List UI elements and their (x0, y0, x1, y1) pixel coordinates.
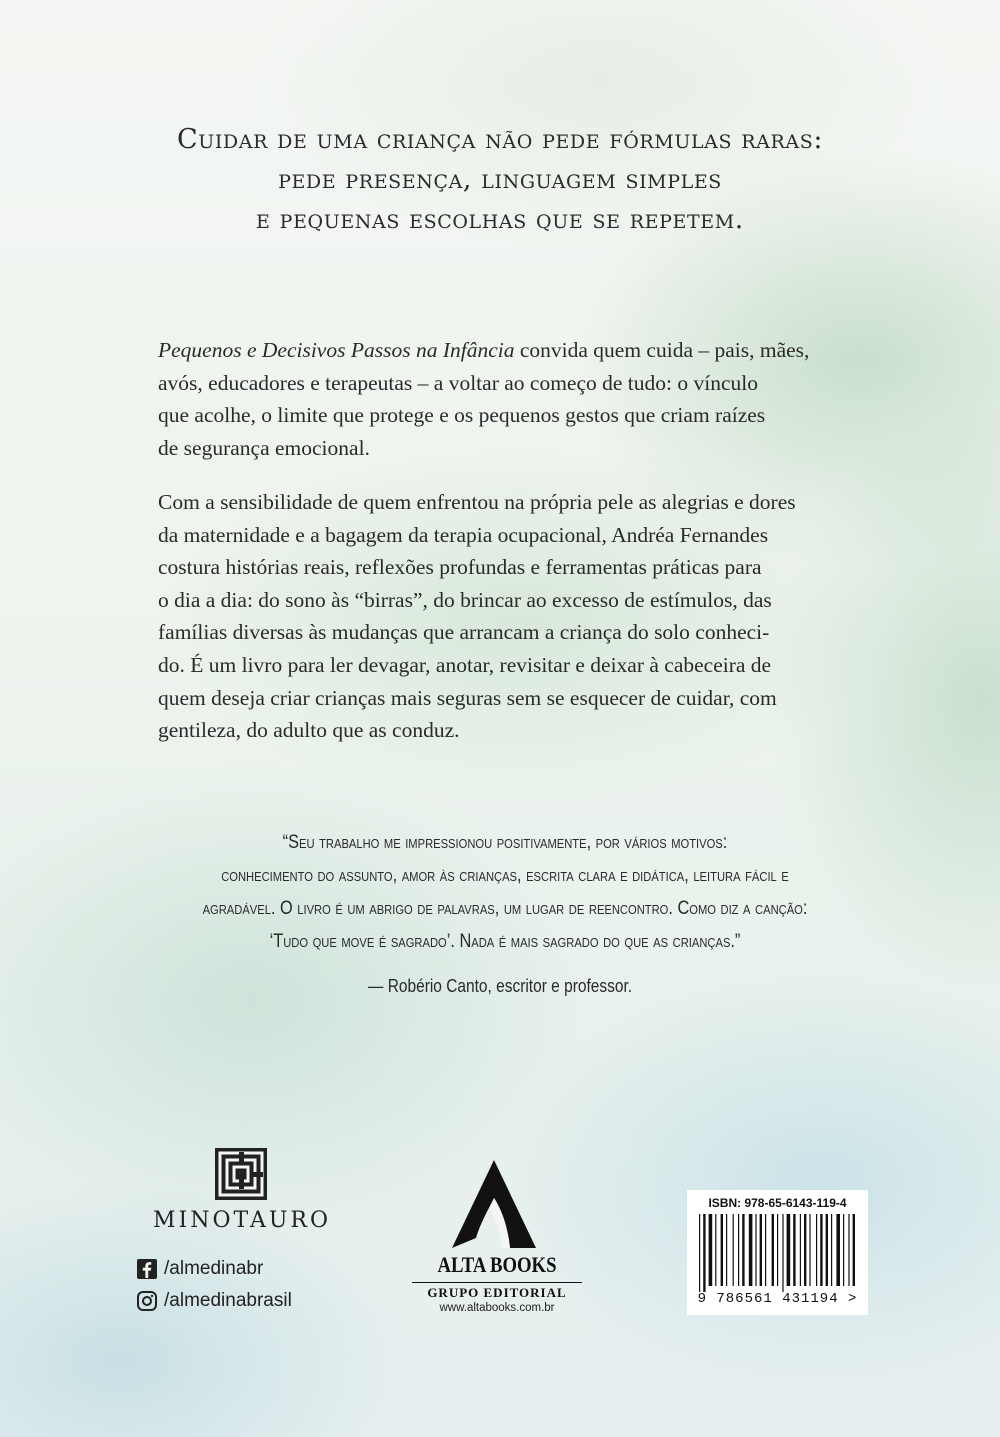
alta-books-wordmark: ALTA BOOKS (437, 1252, 557, 1277)
synopsis-line: de segurança emocional. (158, 435, 370, 460)
quote-line: agradável. O livro é um abrigo de palavras, um lugar de reencontro. Como diz a canção: (202, 898, 808, 919)
quote-line: conhecimento do assunto, amor às crianças, escrita clara e didática, leitura fácil e (221, 865, 789, 886)
headline (120, 120, 880, 240)
barcode-bar (804, 1214, 806, 1286)
quote-line: ‘Tudo que move é sagrado’. Nada é mais sagrado do que as crianças.” (269, 931, 741, 952)
barcode-bar (787, 1214, 791, 1286)
facebook-link[interactable] (136, 1258, 263, 1280)
barcode-bar (721, 1214, 723, 1286)
barcode-bar (809, 1214, 810, 1286)
barcode-bar (836, 1214, 840, 1286)
barcode-bar (703, 1214, 705, 1292)
synopsis-line: avós, educadores e terapeutas – a voltar ao começo de tudo: o vínculo (158, 370, 758, 395)
headline-line-3: e pequenas escolhas que se repetem. (256, 204, 744, 235)
facebook-handle: /almedinabr (164, 1258, 264, 1279)
synopsis-line: quem deseja criar crianças mais seguras sem se esquecer de cuidar, com (158, 685, 777, 710)
barcode-bar (715, 1214, 716, 1286)
barcode-bar (831, 1214, 832, 1286)
testimonial-quote (157, 826, 854, 958)
barcode-icon (697, 1214, 863, 1292)
facebook-icon (136, 1258, 158, 1280)
barcode-digits: 9 786561 431194 > (697, 1291, 858, 1307)
barcode-bar (749, 1214, 753, 1286)
barcode-bar (853, 1214, 855, 1286)
barcode-bar (760, 1214, 762, 1286)
barcode-bar (777, 1214, 778, 1286)
barcode-bar (843, 1214, 844, 1286)
barcode-bar (848, 1214, 849, 1286)
barcode-bar (765, 1214, 766, 1286)
barcode-bar (820, 1214, 822, 1286)
barcode-bar (699, 1214, 700, 1292)
instagram-icon (136, 1290, 158, 1312)
headline-line-2: pede presença, linguagem simples (278, 164, 722, 195)
barcode-bar (816, 1214, 817, 1286)
barcode-bar (772, 1214, 774, 1286)
barcode-bar (738, 1214, 739, 1286)
barcode-bar (726, 1214, 727, 1286)
synopsis-line: gentileza, do adulto que as conduz. (158, 718, 460, 743)
barcode-box (687, 1190, 868, 1315)
barcode-bar (800, 1214, 801, 1286)
alta-books-subtitle: GRUPO EDITORIAL (412, 1282, 582, 1301)
minotauro-labyrinth-icon (213, 1146, 269, 1202)
instagram-link[interactable] (136, 1290, 292, 1312)
synopsis-line: que acolhe, o limite que protege e os pequenos gestos que criam raízes (158, 403, 766, 428)
minotauro-wordmark: MINOTAURO (152, 1208, 331, 1233)
barcode-bar (826, 1214, 828, 1286)
synopsis-line: do. É um livro para ler devagar, anotar, revisitar e deixar à cabeceira de (158, 652, 772, 677)
synopsis-line: da maternidade e a bagagem da terapia ocupacional, Andréa Fernandes (158, 522, 769, 547)
barcode-bar (755, 1214, 756, 1286)
headline-line-1: Cuidar de uma criança não pede fórmulas raras: (176, 124, 824, 155)
quote-attribution: — Robério Canto, escritor e professor. (367, 976, 633, 996)
synopsis-line: costura histórias reais, reflexões profundas e ferramentas práticas para (158, 555, 762, 580)
synopsis-line: o dia a dia: do sono às “birras”, do brincar ao excesso de estímulos, das (158, 587, 772, 612)
synopsis-paragraph-2 (158, 486, 848, 747)
barcode-bar (742, 1214, 744, 1286)
barcode-bar (782, 1214, 783, 1292)
synopsis-line: famílias diversas às mudanças que arrancam a criança do solo conheci- (158, 620, 770, 645)
synopsis-line: Com a sensibilidade de quem enfrentou na própria pele as alegrias e dores (158, 490, 796, 514)
quote-line: “Seu trabalho me impressionou positivamente, por vários motivos: (282, 832, 728, 853)
barcode-bar (709, 1214, 713, 1286)
barcode-bar (793, 1214, 795, 1286)
book-title: Pequenos e Decisivos Passos na Infância (158, 338, 515, 362)
synopsis-line (158, 334, 848, 367)
synopsis-paragraph-1 (158, 334, 848, 464)
synopsis-line-rest: convida quem cuida – pais, mães, (514, 338, 810, 362)
alta-books-url[interactable]: www.altabooks.com.br (439, 1302, 555, 1314)
barcode-bar (733, 1214, 734, 1286)
isbn-label: ISBN: 978-65-6143-119-4 (708, 1196, 847, 1210)
instagram-handle: /almedinabrasil (164, 1290, 292, 1311)
alta-books-triangle-icon (450, 1158, 538, 1250)
